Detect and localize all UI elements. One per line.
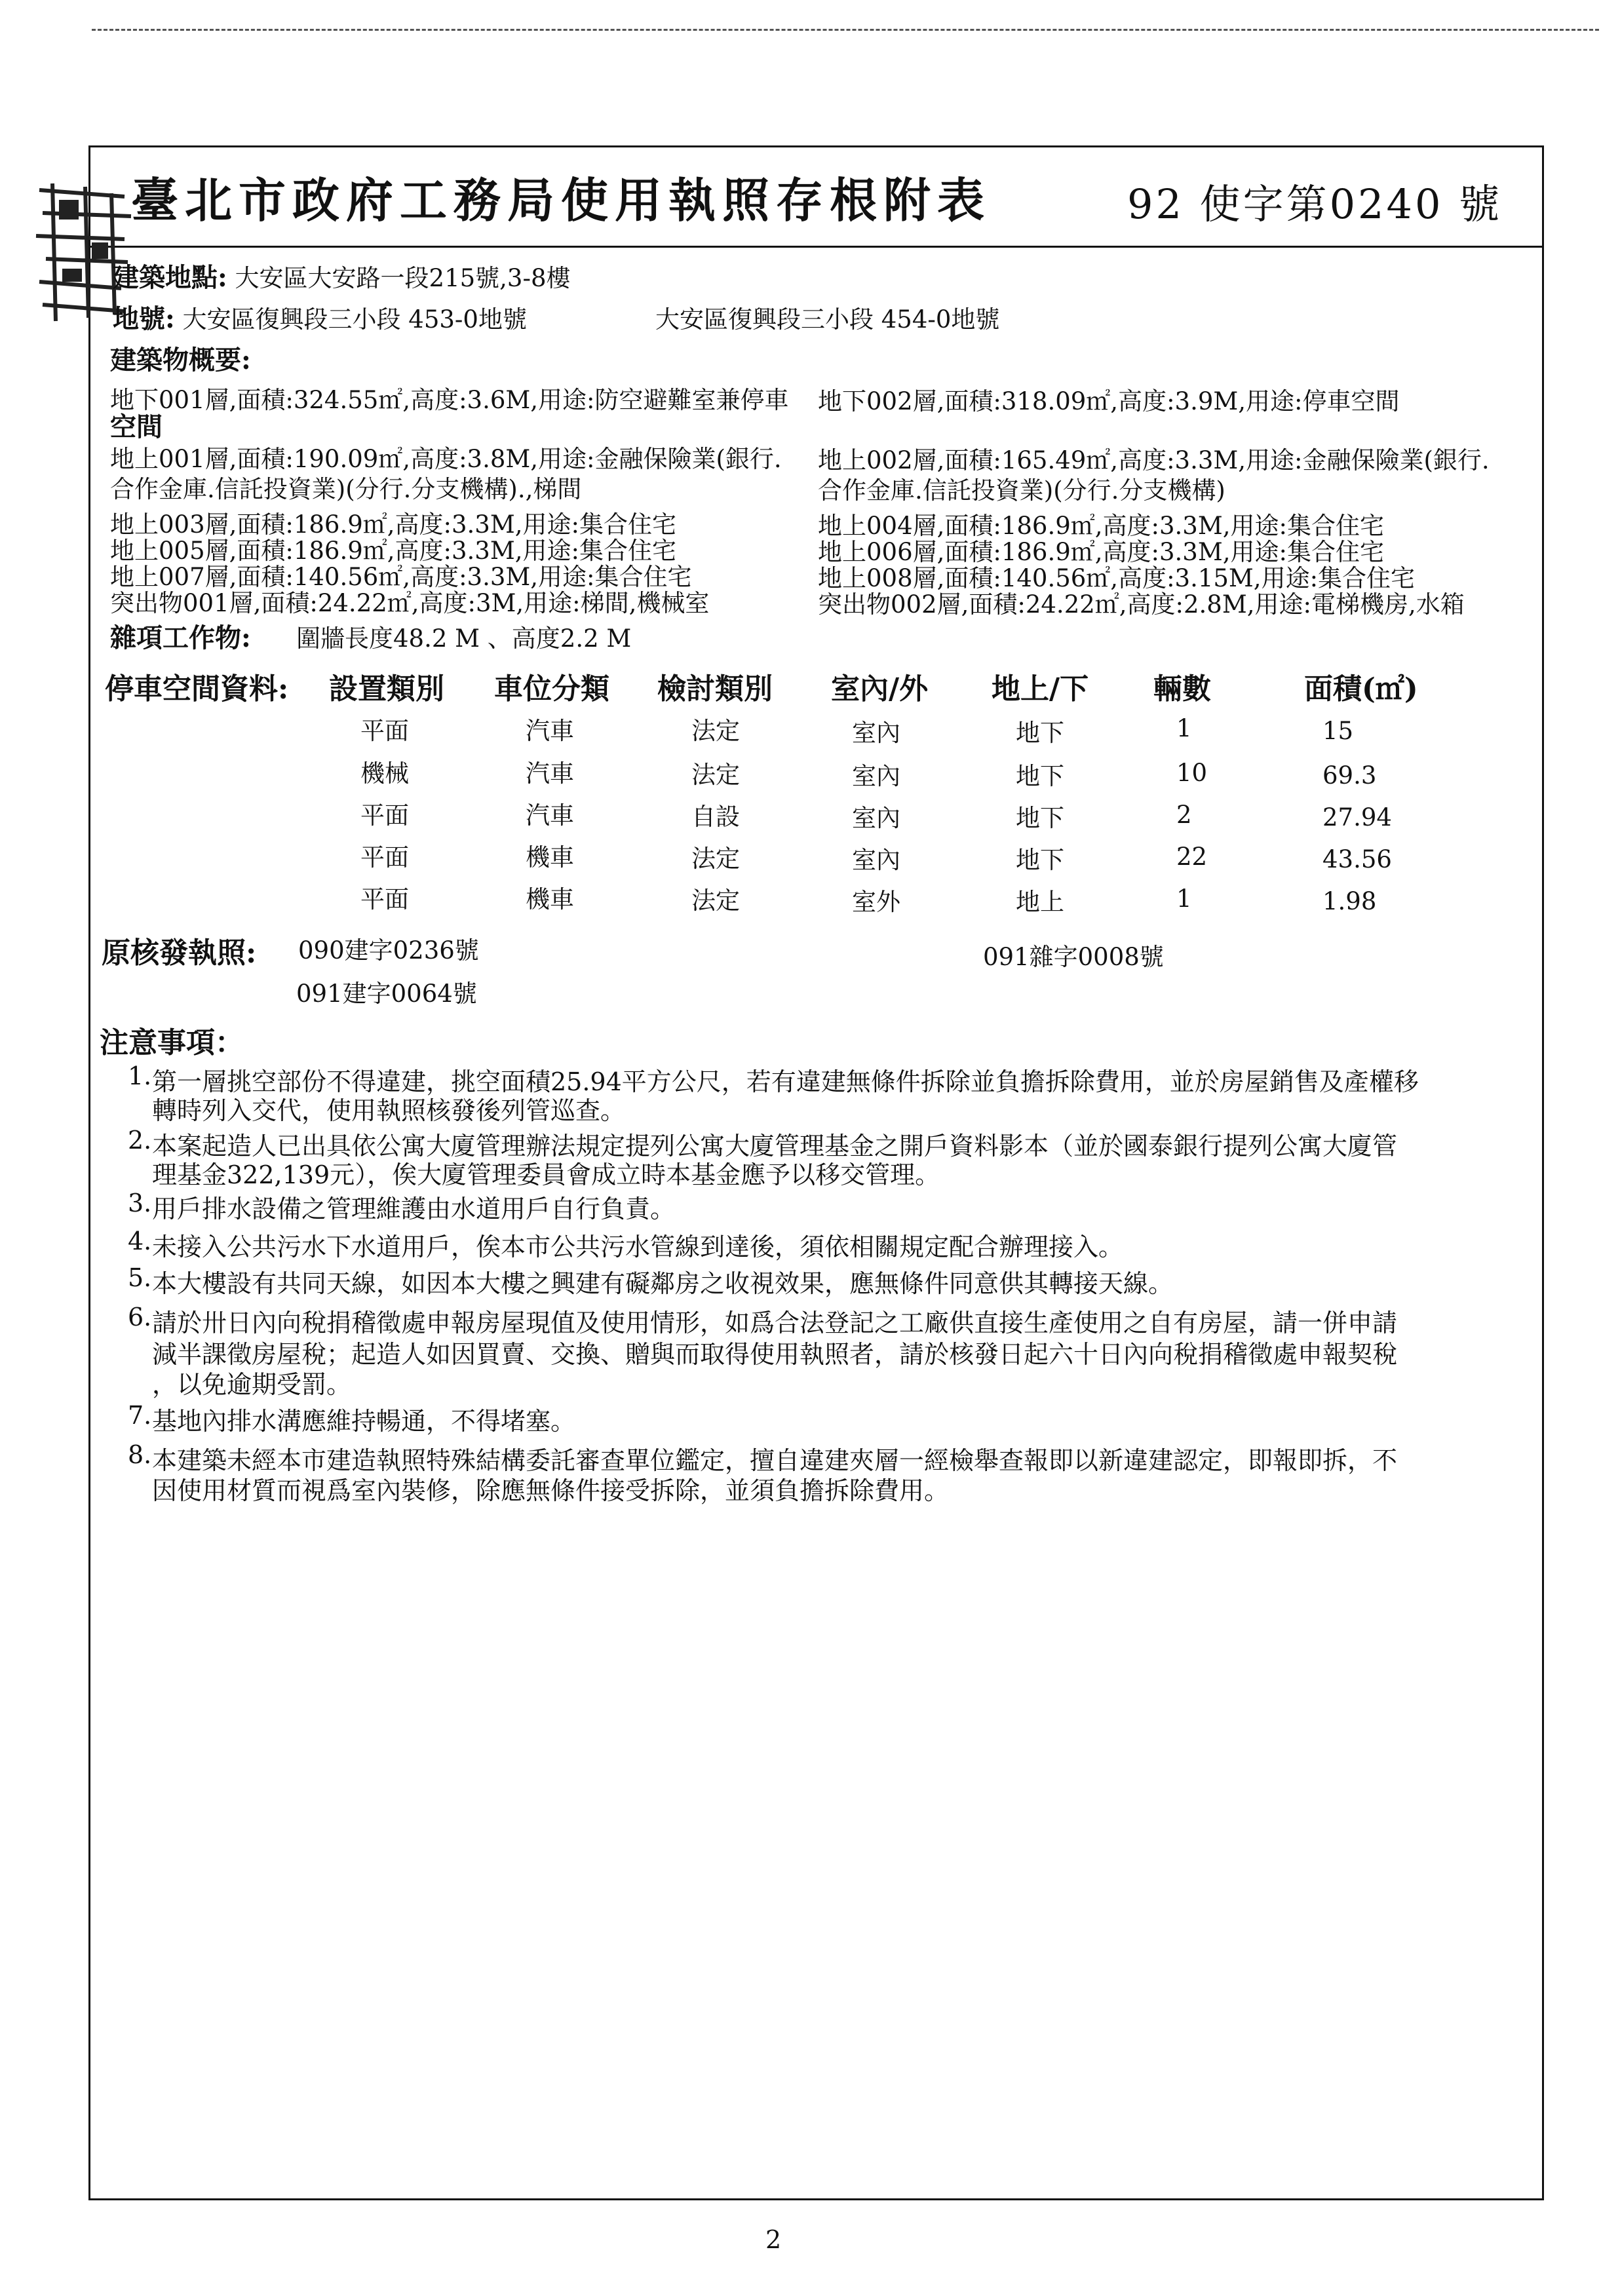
parking-r2-count: 10 [1176,759,1208,787]
parking-r5-level: 地上 [1016,888,1064,916]
note-8-line-1: 本建築未經本市建造執照特殊結構委託審查單位鑑定，擅自違建夾層一經檢舉查報即以新違建認定，即報即拆，不 [152,1446,1398,1475]
note-6-line-3: ，以免逾期受罰。 [152,1370,352,1399]
note-1-line-2: 轉時列入交代，使用執照核發後列管巡查。 [152,1096,626,1125]
note-3-num: 3. [128,1189,152,1217]
parking-r3-review: 自設 [691,803,740,831]
parking-r2-level: 地下 [1016,762,1064,790]
note-7-line-1: 基地內排水溝應維持暢通，不得堵塞。 [152,1407,576,1436]
parking-r2-indoor: 室內 [852,762,900,790]
overview-f2-line2: 合作金庫.信託投資業)(分行.分支機構) [818,476,1225,505]
overview-b1: 地下001層,面積:324.55㎡,高度:3.6M,用途:防空避難室兼停車 [110,386,789,414]
header-rule [88,246,1542,248]
parking-r1-class: 汽車 [526,717,574,745]
lot-1: 大安區復興段三小段 453-0地號 [182,305,527,334]
note-5-num: 5. [128,1263,152,1292]
overview-b1-cont: 空間 [110,411,163,442]
top-scan-dashed-line [92,29,1599,31]
parking-r5-indoor: 室外 [852,888,900,916]
misc-label: 雜項工作物: [110,622,251,653]
note-2-line-1: 本案起造人已出具依公寓大廈管理辦法規定提列公寓大廈管理基金之開戶資料影本（並於國泰銀行提列公寓大廈管 [152,1132,1398,1160]
parking-header-level: 地上/下 [992,672,1089,706]
note-6-line-1: 請於卅日內向稅捐稽徵處申報房屋現值及使用情形，如爲合法登記之工廠供直接生產使用之自有房屋，請一併申請 [152,1309,1398,1337]
note-8-line-2: 因使用材質而視爲室內裝修，除應無條件接受拆除，並須負擔拆除費用。 [152,1476,950,1505]
note-5-line-1: 本大樓設有共同天線，如因本大樓之興建有礙鄰房之收視效果，應無條件同意供其轉接天線。 [152,1269,1174,1298]
overview-heading: 建築物概要: [110,345,251,375]
overview-f2-line1: 地上002層,面積:165.49㎡,高度:3.3M,用途:金融保險業(銀行. [818,446,1490,474]
page-number: 2 [765,2225,782,2254]
parking-header-type: 設置類別 [329,672,444,706]
parking-header-review: 檢討類別 [657,672,773,706]
note-4-num: 4. [128,1227,152,1255]
parking-r4-review: 法定 [691,845,740,873]
parking-label: 停車空間資料: [105,672,289,706]
overview-f4: 地上004層,面積:186.9㎡,高度:3.3M,用途:集合住宅 [818,512,1384,540]
overview-f1-line2: 合作金庫.信託投資業)(分行.分支機構).,梯間 [110,475,582,503]
original-permit-2: 091建字0064號 [296,980,477,1008]
note-1-line-1: 第一層挑空部份不得違建，挑空面積25.94平方公尺，若有違建無條件拆除並負擔拆除費用，並於房屋銷售及產權移 [152,1067,1419,1096]
overview-f5: 地上005層,面積:186.9㎡,高度:3.3M,用途:集合住宅 [110,537,676,565]
parking-r2-area: 69.3 [1322,761,1377,790]
overview-f7: 地上007層,面積:140.56㎡,高度:3.3M,用途:集合住宅 [110,563,692,591]
misc-value: 圍牆長度48.2 M 、高度2.2 M [296,624,632,653]
overview-f1-line1: 地上001層,面積:190.09㎡,高度:3.8M,用途:金融保險業(銀行. [110,445,782,473]
note-2-line-2: 理基金322,139元），俟大廈管理委員會成立時本基金應予以移交管理。 [152,1160,940,1189]
parking-r4-type: 平面 [360,843,409,871]
address-label: 建築地點: [113,262,227,293]
note-7-num: 7. [128,1401,152,1430]
parking-header-class: 車位分類 [494,672,609,706]
parking-r3-class: 汽車 [526,801,574,830]
parking-r4-indoor: 室內 [852,846,900,874]
note-1-num: 1. [128,1062,152,1090]
address-value: 大安區大安路一段215號,3-8樓 [235,264,571,292]
lots-line [113,298,527,335]
parking-r1-type: 平面 [360,717,409,745]
parking-r1-review: 法定 [691,717,740,745]
parking-r2-type: 機械 [360,759,409,788]
overview-b2: 地下002層,面積:318.09㎡,高度:3.9M,用途:停車空間 [818,387,1400,415]
lot-2: 大安區復興段三小段 454-0地號 [655,305,1000,334]
parking-r4-level: 地下 [1016,846,1064,874]
address-line [113,257,571,294]
parking-header-count: 輛數 [1153,672,1211,706]
note-8-num: 8. [128,1440,152,1469]
note-3-line-1: 用戶排水設備之管理維護由水道用戶自行負責。 [152,1195,676,1223]
parking-r3-level: 地下 [1016,804,1064,832]
note-6-num: 6. [128,1303,152,1331]
parking-r5-review: 法定 [691,887,740,915]
page-title: 臺北市政府工務局使用執照存根附表 [131,172,992,228]
parking-r3-area: 27.94 [1322,803,1392,832]
parking-r5-class: 機車 [526,885,574,913]
note-4-line-1: 未接入公共污水下水道用戶，俟本市公共污水管線到達後，須依相關規定配合辦理接入。 [152,1233,1124,1261]
parking-r5-type: 平面 [360,885,409,913]
overview-p2: 突出物002層,面積:24.22㎡,高度:2.8M,用途:電梯機房,水箱 [818,590,1465,619]
parking-r4-area: 43.56 [1322,845,1392,873]
parking-r5-count: 1 [1176,885,1192,913]
parking-r2-class: 汽車 [526,759,574,788]
overview-f3: 地上003層,面積:186.9㎡,高度:3.3M,用途:集合住宅 [110,510,676,539]
parking-r1-area: 15 [1322,717,1354,745]
parking-r1-indoor: 室內 [852,719,900,747]
original-permits-label: 原核發執照: [102,936,257,970]
parking-r4-class: 機車 [526,843,574,871]
parking-r1-level: 地下 [1016,719,1064,747]
parking-r3-indoor: 室內 [852,804,900,832]
original-permit-1: 090建字0236號 [298,936,479,965]
overview-f6: 地上006層,面積:186.9㎡,高度:3.3M,用途:集合住宅 [818,538,1384,566]
overview-f8: 地上008層,面積:140.56㎡,高度:3.15M,用途:集合住宅 [818,564,1416,592]
parking-r4-count: 22 [1176,843,1208,871]
parking-r3-count: 2 [1176,801,1192,829]
parking-r5-area: 1.98 [1322,887,1377,915]
parking-r3-type: 平面 [360,801,409,830]
overview-p1: 突出物001層,面積:24.22㎡,高度:3M,用途:梯間,機械室 [110,589,710,617]
lots-label: 地號: [113,303,175,334]
notes-heading: 注意事項： [100,1026,244,1060]
parking-r1-count: 1 [1176,714,1192,742]
note-6-line-2: 減半課徵房屋稅；起造人如因買賣、交換、贈與而取得使用執照者，請於核發日起六十日內向稅捐稽徵處申報契稅 [152,1340,1398,1369]
parking-r2-review: 法定 [691,761,740,789]
note-2-num: 2. [128,1126,152,1155]
parking-header-area: 面積(㎡) [1304,672,1418,706]
permit-number: 92 使字第0240 號 [1127,180,1503,228]
parking-header-indoor: 室內/外 [831,672,929,706]
original-permit-3: 091雜字0008號 [983,943,1164,971]
